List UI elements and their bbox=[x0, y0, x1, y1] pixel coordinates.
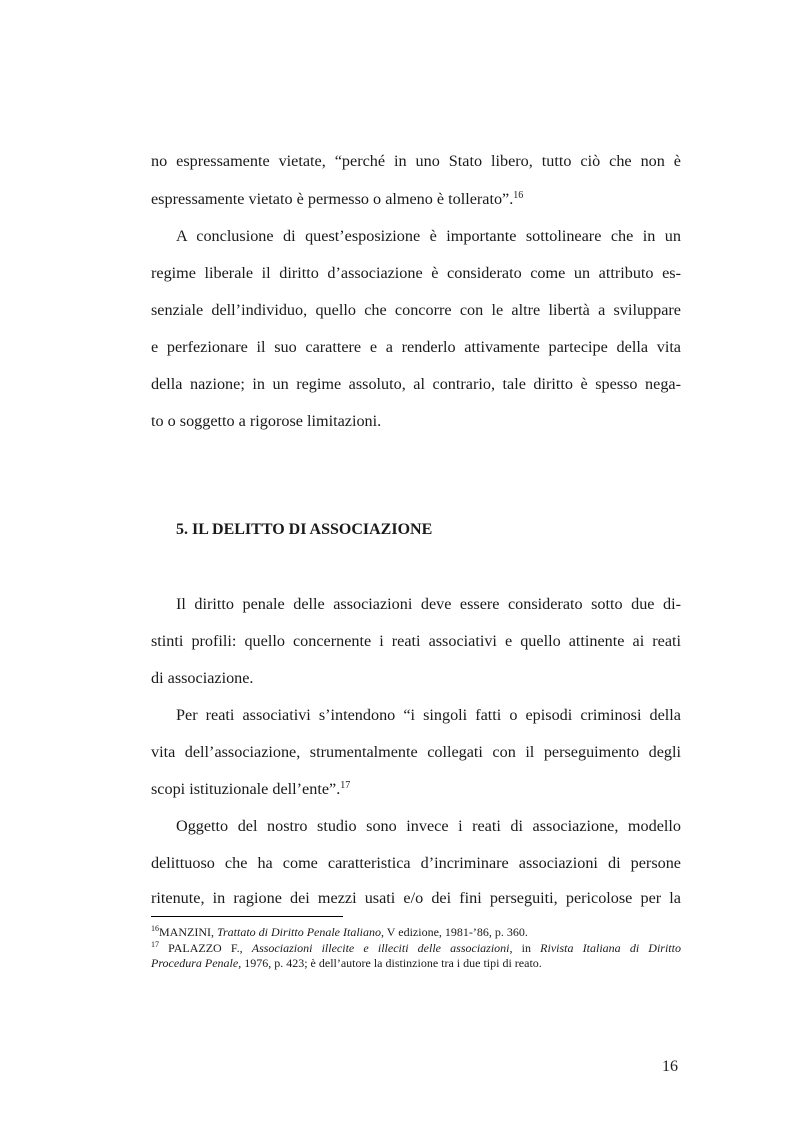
text-line: stinti profili: quello concernente i reati associativi e quello attinente ai reati bbox=[151, 632, 681, 650]
text-line: delittuoso che ha come caratteristica d’incriminare associazioni di persone bbox=[151, 854, 681, 872]
text-line: della nazione; in un regime assoluto, al contrario, tale diritto è spesso nega- bbox=[151, 375, 681, 393]
text-line: espressamente vietato è permesso o almeno è tollerato”.$^{16}$ bbox=[151, 190, 524, 208]
text-line: Per reati associativi s’intendono “i singoli fatti o episodi criminosi della bbox=[176, 706, 681, 724]
text-line: Oggetto del nostro studio sono invece i reati di associazione, modello bbox=[176, 817, 681, 835]
footnote-ref: 17 bbox=[340, 780, 351, 791]
page-number: 16 bbox=[662, 1058, 678, 1075]
text-line: no espressamente vietate, “perché in uno Stato libero, tutto ciò che non è bbox=[151, 152, 681, 170]
text-line: vita dell’associazione, strumentalmente collegati con il perseguimento degli bbox=[151, 743, 681, 761]
footnote-16: $^{16}$MANZINI, Trattato di Diritto Penale Italiano, V edizione, 1981-’86, p. 360. bbox=[151, 924, 528, 939]
footnote-17-cont: Procedura Penale, 1976, p. 423; è dell’autore la distinzione tra i due tipi di reato. bbox=[151, 956, 542, 970]
text-line: to o soggetto a rigorose limitazioni. bbox=[151, 412, 382, 430]
footnote-17: $^{17}$ PALAZZO F., Associazioni illecite e illeciti delle associazioni, in Rivista Italiana di Diritto bbox=[151, 940, 681, 955]
footnote-separator bbox=[151, 916, 343, 917]
text-line: e perfezionare il suo carattere e a renderlo attivamente partecipe della vita bbox=[151, 338, 681, 356]
text-line: A conclusione di quest’esposizione è importante sottolineare che in un bbox=[176, 227, 681, 245]
section-heading: 5. IL DELITTO DI ASSOCIAZIONE bbox=[176, 521, 433, 538]
text-line: regime liberale il diritto d’associazione è considerato come un attributo es- bbox=[151, 264, 681, 282]
text-line: ritenute, in ragione dei mezzi usati e/o dei fini perseguiti, pericolose per la bbox=[151, 889, 681, 907]
text-line: Il diritto penale delle associazioni deve essere considerato sotto due di- bbox=[176, 595, 681, 613]
footnote-ref: 16 bbox=[513, 190, 524, 201]
text-line: di associazione. bbox=[151, 669, 254, 687]
text-line: senziale dell’individuo, quello che concorre con le altre libertà a sviluppare bbox=[151, 301, 681, 319]
text-line: scopi istituzionale dell’ente”.$^{17}$ bbox=[151, 780, 351, 798]
